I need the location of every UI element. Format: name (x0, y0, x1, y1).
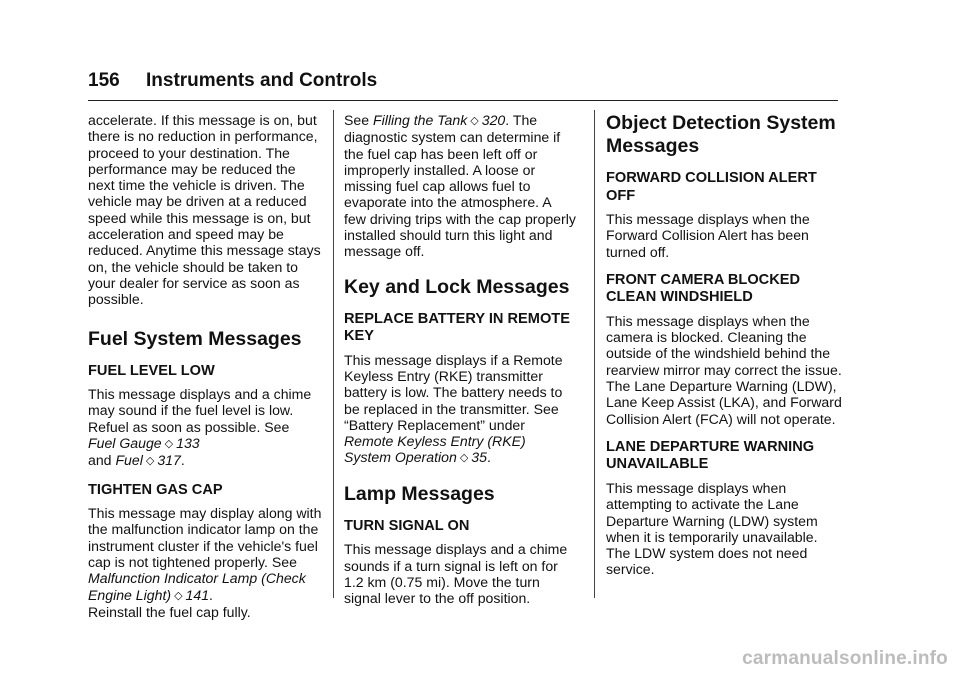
gas-cap-end-text: Reinstall the fuel cap fully. (88, 603, 251, 620)
fuel-link[interactable]: Fuel (115, 452, 143, 469)
fuel-page[interactable]: 317 (157, 452, 181, 469)
page-number: 156 (88, 70, 120, 91)
fuel-level-low-text: This message displays and a chime may sound if the fuel level is low. Refuel as soon as possible. See (88, 386, 312, 435)
replace-battery-heading: REPLACE BATTERY IN REMOTE KEY (344, 310, 570, 345)
turn-signal-paragraph: This message displays and a chime sounds if a turn signal is left on for 1.2 km (0.75 mi). Move the turn signal lever to the off position. (344, 541, 568, 607)
fca-off-heading: FORWARD COLLISION ALERT OFF (606, 170, 817, 204)
filling-paragraph: See Filling the Tank ◇ 320. The diagnostic system can determine if the fuel cap has been left off or improperly installed. A loose or missing fuel cap allows fuel to evaporate into the atmosphere. A few driving trips with the cap properly installed should turn this light and message off. (344, 112, 576, 260)
ldw-unavailable-paragraph: This message displays when attempting to activate the Lane Departure Warning (LDW) system when it is temporarily unavailable. The LDW system does not need service. (606, 479, 818, 578)
gas-cap-paragraph: This message may display along with the malfunction indicator lamp on the instrument cluster if the vehicle's fuel cap is not tightened properly. See Malfunction Indicator Lamp (Check Engine Light) ◇ 141. Reinstall the fuel cap fully. (88, 505, 322, 620)
mil-page[interactable]: 141 (185, 586, 210, 603)
fuel-gauge-link[interactable]: Fuel Gauge (88, 434, 162, 451)
rke-page[interactable]: 35 (471, 449, 487, 466)
column-divider-1 (333, 110, 334, 598)
section-title: Instruments and Controls (146, 70, 378, 91)
front-camera-heading: FRONT CAMERA BLOCKED CLEAN WINDSHIELD (606, 271, 801, 306)
filling-tank-link[interactable]: Filling the Tank (373, 112, 468, 128)
column-1 (88, 112, 326, 620)
performance-paragraph: accelerate. If this message is on, but there is no reduction in performance, proceed to your destination. The performance may be reduced the next time the vehicle is driven. The vehicle may be driven at a reduced speed while this message is on, but acceleration and speed may be reduced. Anytime this message stays on, the vehicle should be taken to your dealer for service as soon as possible. (88, 112, 321, 308)
ldw-unavailable-heading: LANE DEPARTURE WARNING UNAVAILABLE (606, 438, 815, 473)
fuel-level-low-heading: FUEL LEVEL LOW (88, 362, 215, 379)
column-2 (344, 112, 576, 606)
page-ref-icon: ◇ (459, 452, 469, 465)
mil-link[interactable]: Malfunction Indicator Lamp (Check Engine Light) (88, 570, 306, 603)
page-ref-icon: ◇ (164, 437, 174, 450)
page-ref-icon: ◇ (470, 115, 479, 127)
fca-off-paragraph: This message displays when the Forward Collision Alert has been turned off. (606, 211, 810, 260)
turn-signal-heading: TURN SIGNAL ON (344, 517, 470, 534)
fuel-gauge-page[interactable]: 133 (176, 434, 200, 451)
watermark: carmanualsonline.info (742, 648, 948, 669)
column-divider-2 (594, 110, 595, 598)
page-ref-icon: ◇ (145, 455, 155, 468)
filling-tank-page[interactable]: 320 (481, 112, 506, 128)
fuel-system-heading: Fuel System Messages (88, 327, 302, 350)
object-detection-heading: Object Detection System Messages (606, 112, 836, 157)
see-text: See (344, 112, 370, 128)
page-ref-icon: ◇ (174, 589, 183, 602)
fuel-level-low-paragraph: This message displays and a chime may sound if the fuel level is low. Refuel as soon as possible. See Fuel Gauge ◇ 133 and Fuel ◇ 317. (88, 386, 312, 469)
key-lock-heading: Key and Lock Messages (344, 275, 570, 298)
tighten-gas-cap-heading: TIGHTEN GAS CAP (88, 481, 223, 498)
and-text: and (88, 452, 112, 469)
page-header (88, 70, 838, 101)
gas-cap-text: This message may display along with the malfunction indicator lamp on the instrument cluster if the vehicle's fuel cap is not tightened properly. See (88, 505, 322, 570)
battery-text: This message displays if a Remote Keyless Entry (RKE) transmitter battery is low. The battery needs to be replaced in the transmitter. See “Battery Replacement” under (344, 351, 563, 433)
rke-link[interactable]: Remote Keyless Entry (RKE) System Operation (344, 433, 526, 466)
diagnostic-text: The diagnostic system can determine if the fuel cap has been left off or improperly installed. A loose or missing fuel cap allows fuel to evaporate into the atmosphere. A few driving trips with the cap properly installed should turn this light and message off. (344, 112, 576, 260)
lamp-messages-heading: Lamp Messages (344, 482, 495, 505)
battery-paragraph: This message displays if a Remote Keyless Entry (RKE) transmitter battery is low. The battery needs to be replaced in the transmitter. See “Battery Replacement” under Remote Keyless Entry (RKE) System Operation ◇ 35. (344, 351, 563, 466)
column-3 (606, 112, 842, 578)
front-camera-paragraph: This message displays when the camera is blocked. Cleaning the outside of the windshield behind the rearview mirror may correct the issue. The Lane Departure Warning (LDW), Lane Keep Assist (LKA), and Forward Collision Alert (FCA) will not operate. (606, 312, 842, 427)
